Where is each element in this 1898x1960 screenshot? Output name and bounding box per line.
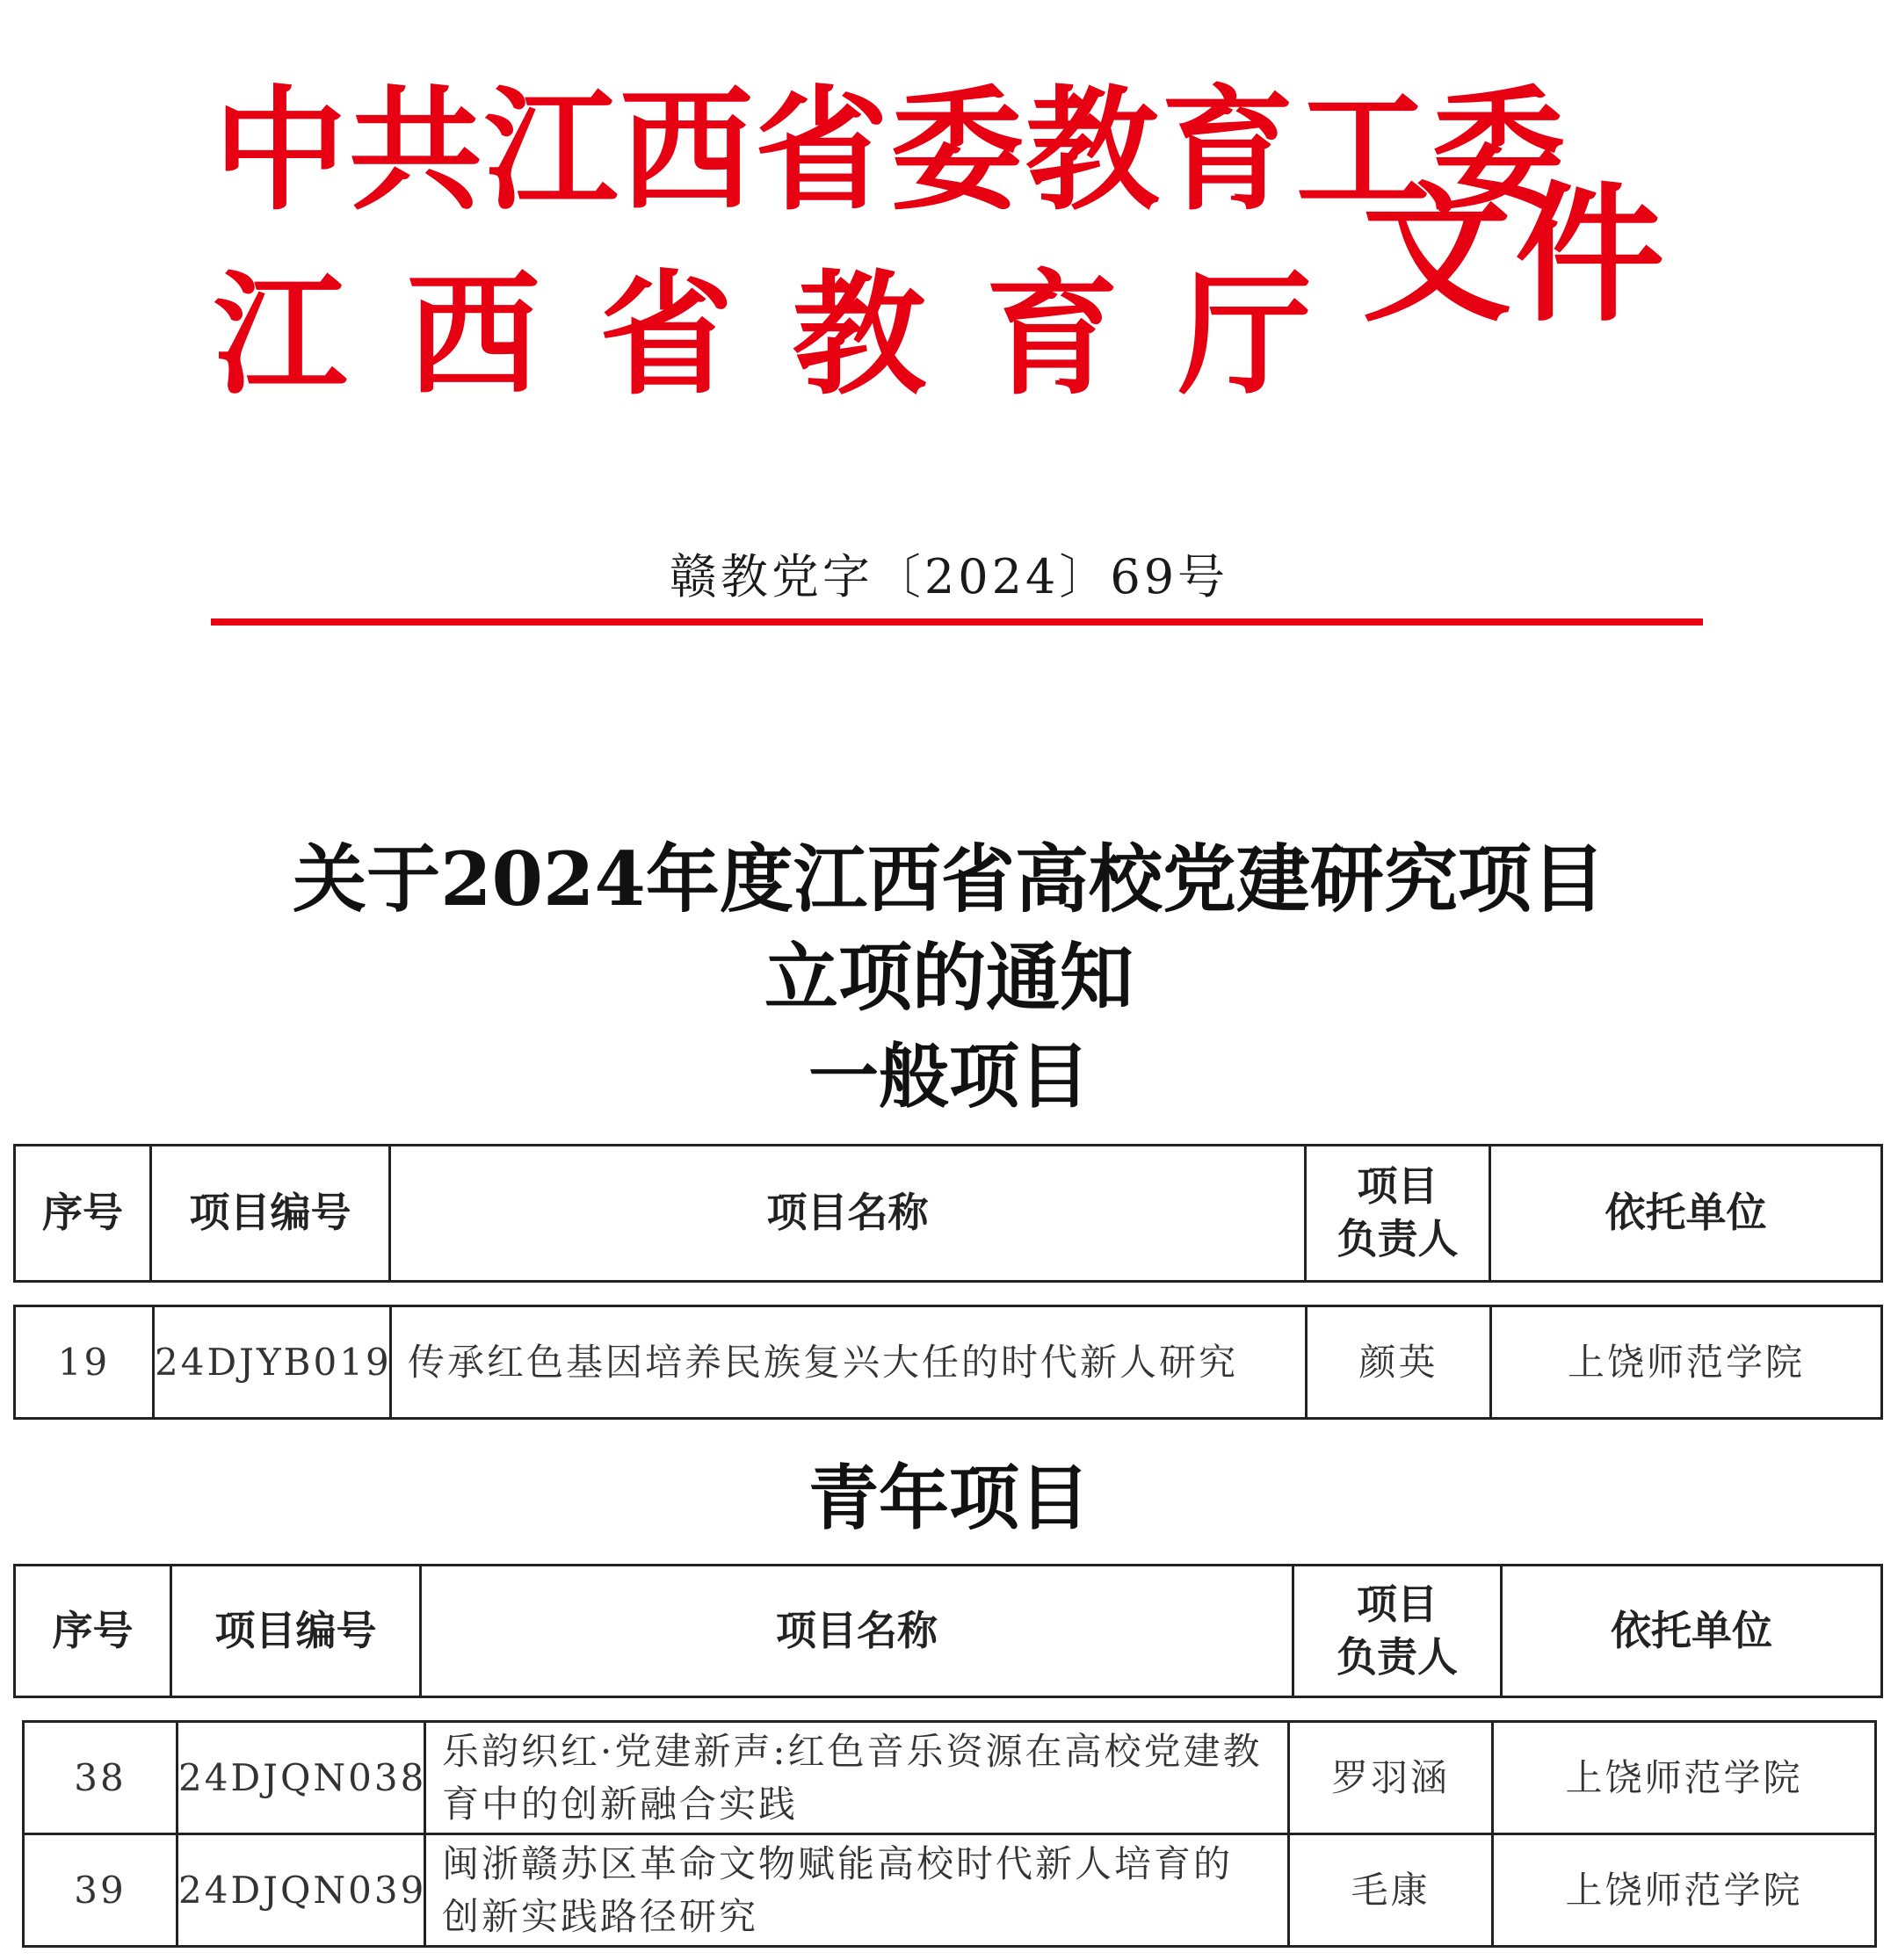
column-header-code: 项目编号 xyxy=(151,1146,390,1282)
cell-unit: 上饶师范学院 xyxy=(1491,1306,1882,1419)
document-number: 赣教党字〔2024〕69号 xyxy=(669,549,1229,604)
general-table-header xyxy=(13,1144,1883,1283)
issuer-line-education-department xyxy=(214,256,1312,413)
cell-index: 38 xyxy=(24,1722,177,1834)
table-row xyxy=(15,1306,1882,1419)
cell-name: 乐韵织红·党建新声:红色音乐资源在高校党建教育中的创新融合实践 xyxy=(425,1722,1289,1834)
cell-index: 19 xyxy=(15,1306,154,1419)
issuer-char: 西 xyxy=(406,256,540,413)
column-header-unit: 依托单位 xyxy=(1490,1146,1882,1282)
cell-index: 39 xyxy=(24,1834,177,1947)
cell-unit: 上饶师范学院 xyxy=(1493,1834,1876,1947)
column-header-unit: 依托单位 xyxy=(1502,1566,1882,1697)
section-heading-youth: 青年项目 xyxy=(808,1457,1090,1539)
section-heading-general: 一般项目 xyxy=(808,1035,1090,1117)
column-header-leader: 项目 负责人 xyxy=(1306,1146,1490,1282)
notice-title-line2: 立项的通知 xyxy=(764,934,1134,1021)
column-header-index: 序号 xyxy=(15,1146,151,1282)
cell-name: 闽浙赣苏区革命文物赋能高校时代新人培育的创新实践路径研究 xyxy=(425,1834,1289,1947)
column-header-index: 序号 xyxy=(15,1566,171,1697)
youth-table-header xyxy=(13,1564,1883,1698)
cell-code: 24DJYB019 xyxy=(154,1306,391,1419)
general-table-body xyxy=(13,1305,1883,1420)
cell-name: 传承红色基因培养民族复兴大任的时代新人研究 xyxy=(391,1306,1307,1419)
column-header-leader: 项目 负责人 xyxy=(1293,1566,1502,1697)
document-word: 文件 xyxy=(1362,167,1669,343)
notice-title-line1: 关于2024年度江西省高校党建研究项目 xyxy=(293,835,1605,922)
table-row xyxy=(24,1834,1876,1947)
issuer-char: 育 xyxy=(985,256,1119,413)
cell-unit: 上饶师范学院 xyxy=(1493,1722,1876,1834)
issuer-char: 江 xyxy=(214,256,347,413)
issuer-line-party-committee: 中共江西省委教育工委 xyxy=(214,71,1567,228)
notice-title xyxy=(0,830,1898,1027)
column-header-code: 项目编号 xyxy=(171,1566,421,1697)
column-header-name: 项目名称 xyxy=(390,1146,1306,1282)
red-divider xyxy=(211,618,1703,626)
cell-code: 24DJQN038 xyxy=(177,1722,425,1834)
issuer-char: 省 xyxy=(599,256,734,413)
youth-table-body xyxy=(22,1720,1877,1948)
cell-leader: 毛康 xyxy=(1289,1834,1493,1947)
issuer-char: 厅 xyxy=(1177,256,1312,413)
cell-leader: 颜英 xyxy=(1307,1306,1491,1419)
column-header-name: 项目名称 xyxy=(421,1566,1293,1697)
issuer-char: 教 xyxy=(792,256,926,413)
table-row xyxy=(24,1722,1876,1834)
cell-leader: 罗羽涵 xyxy=(1289,1722,1493,1834)
cell-code: 24DJQN039 xyxy=(177,1834,425,1947)
